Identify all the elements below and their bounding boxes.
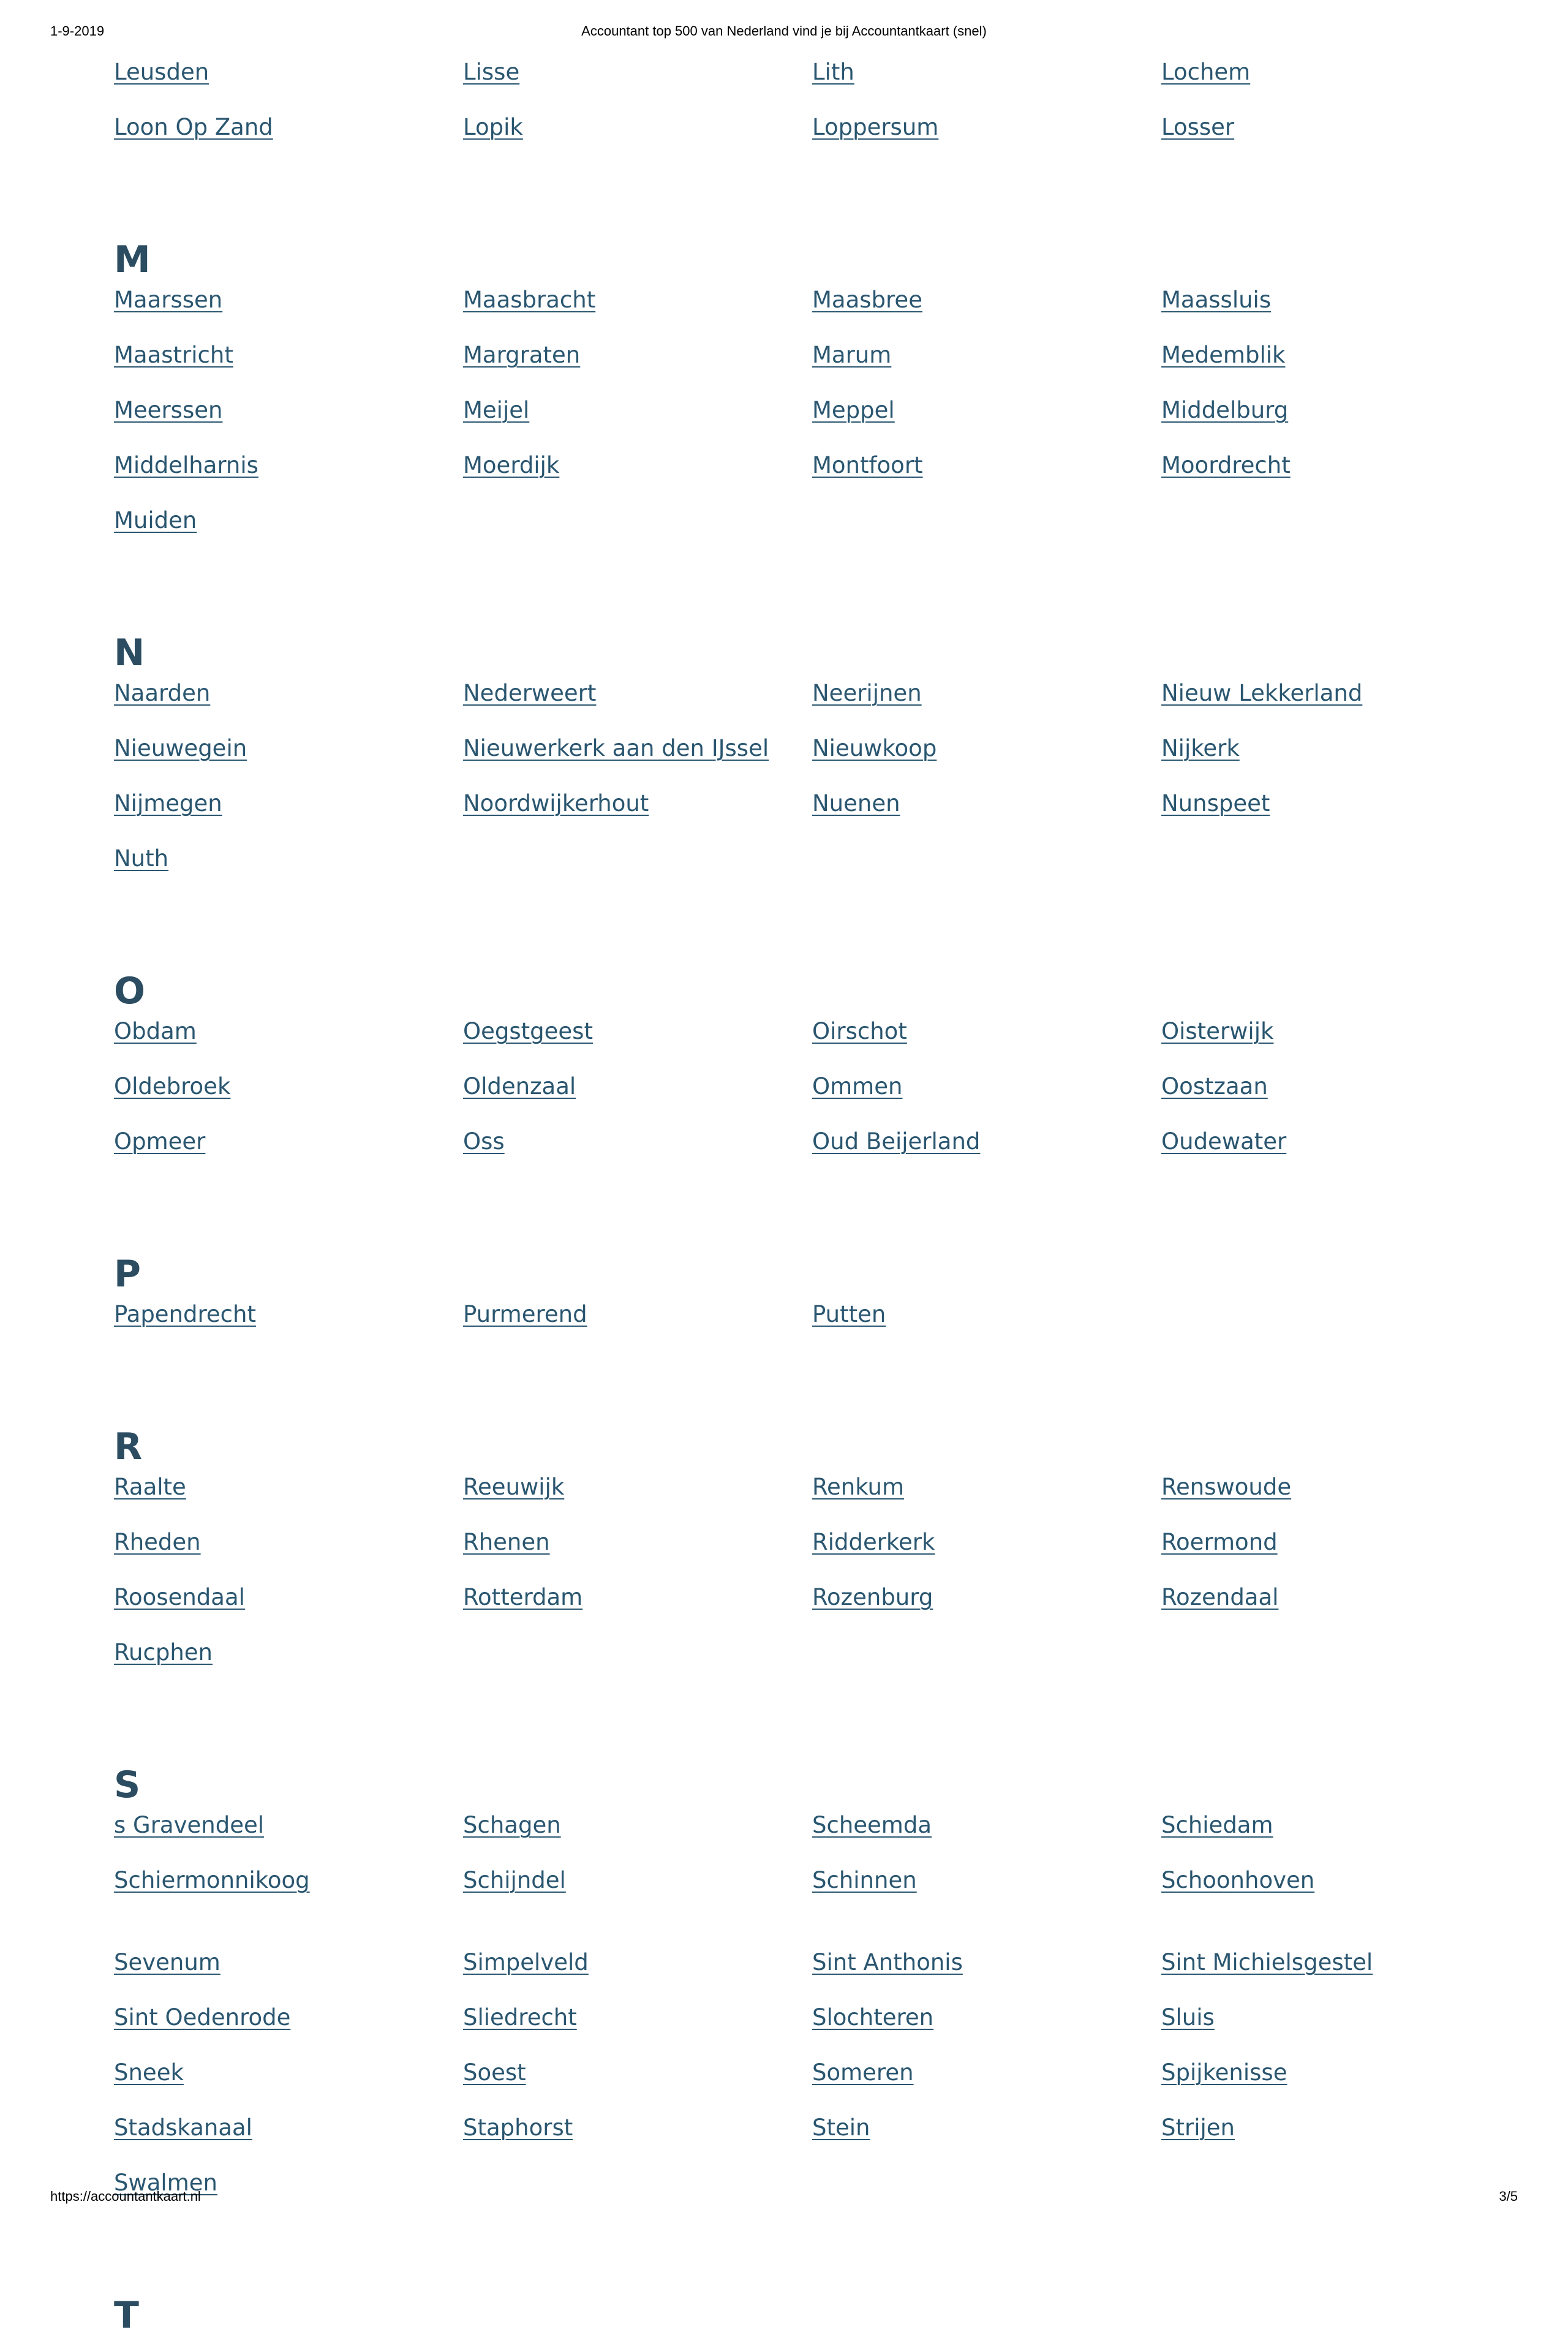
city-link-strijen[interactable]: Strijen — [1161, 2114, 1235, 2141]
city-link-raalte[interactable]: Raalte — [114, 1474, 186, 1500]
city-link-moerdijk[interactable]: Moerdijk — [463, 452, 560, 478]
city-link-nederweert[interactable]: Nederweert — [463, 680, 597, 706]
continued-city-list — [114, 55, 1517, 165]
city-list — [114, 676, 1517, 897]
city-link-s-gravendeel[interactable]: s Gravendeel — [114, 1812, 264, 1838]
city-link-oostzaan[interactable]: Oostzaan — [1161, 1073, 1268, 1100]
city-link-maarssen[interactable]: Maarssen — [114, 287, 223, 313]
city-link-nieuwkoop[interactable]: Nieuwkoop — [812, 735, 937, 761]
city-link-schiermonnikoog[interactable]: Schiermonnikoog — [114, 1867, 310, 1893]
city-link-roosendaal[interactable]: Roosendaal — [114, 1584, 245, 1610]
print-footer — [50, 2189, 1518, 2213]
city-link-montfoort[interactable]: Montfoort — [812, 452, 923, 478]
letter-section-p — [114, 1226, 1517, 1352]
city-link-spijkenisse[interactable]: Spijkenisse — [1161, 2059, 1287, 2086]
city-directory — [114, 55, 1517, 2335]
letter-heading: S — [114, 1764, 141, 1806]
letter-heading: O — [114, 970, 146, 1013]
city-link-simpelveld[interactable]: Simpelveld — [463, 1949, 589, 1975]
city-link-medemblik[interactable]: Medemblik — [1161, 342, 1286, 368]
print-header — [50, 23, 1518, 48]
letter-heading: T — [114, 2294, 139, 2335]
city-link-swalmen[interactable]: Swalmen — [114, 2170, 217, 2196]
city-link-soest[interactable]: Soest — [463, 2059, 526, 2086]
city-link-sevenum[interactable]: Sevenum — [114, 1949, 221, 1975]
city-list — [114, 1808, 1517, 1918]
city-link-maassluis[interactable]: Maassluis — [1161, 287, 1272, 313]
city-link-lith[interactable]: Lith — [812, 59, 854, 85]
city-link-lopik[interactable]: Lopik — [463, 114, 523, 140]
city-link-reeuwijk[interactable]: Reeuwijk — [463, 1474, 565, 1500]
city-link-maasbree[interactable]: Maasbree — [812, 287, 922, 313]
city-link-neerijnen[interactable]: Neerijnen — [812, 680, 922, 706]
city-link-rucphen[interactable]: Rucphen — [114, 1639, 213, 1665]
city-link-papendrecht[interactable]: Papendrecht — [114, 1301, 256, 1327]
city-link-loppersum[interactable]: Loppersum — [812, 114, 939, 140]
city-link-sint-anthonis[interactable]: Sint Anthonis — [812, 1949, 963, 1975]
city-link-margraten[interactable]: Margraten — [463, 342, 581, 368]
city-link-meppel[interactable]: Meppel — [812, 397, 895, 423]
city-link-nieuw-lekkerland[interactable]: Nieuw Lekkerland — [1161, 680, 1363, 706]
city-link-meerssen[interactable]: Meerssen — [114, 397, 223, 423]
city-link-rotterdam[interactable]: Rotterdam — [463, 1584, 583, 1610]
letter-heading: M — [114, 238, 151, 281]
city-link-nuth[interactable]: Nuth — [114, 845, 169, 872]
city-link-sneek[interactable]: Sneek — [114, 2059, 184, 2086]
city-list — [114, 1945, 1517, 2221]
city-link-opmeer[interactable]: Opmeer — [114, 1128, 206, 1155]
letter-heading: N — [114, 632, 145, 674]
city-link-nunspeet[interactable]: Nunspeet — [1161, 790, 1270, 817]
city-link-leusden[interactable]: Leusden — [114, 59, 209, 85]
city-link-schoonhoven[interactable]: Schoonhoven — [1161, 1867, 1315, 1893]
city-link-oudewater[interactable]: Oudewater — [1161, 1128, 1287, 1155]
city-link-schagen[interactable]: Schagen — [463, 1812, 561, 1838]
letter-sections — [114, 212, 1517, 2221]
city-link-oldebroek[interactable]: Oldebroek — [114, 1073, 231, 1100]
city-link-middelburg[interactable]: Middelburg — [1161, 397, 1289, 423]
city-link-middelharnis[interactable]: Middelharnis — [114, 452, 258, 478]
city-link-ridderkerk[interactable]: Ridderkerk — [812, 1529, 935, 1555]
city-list — [114, 1470, 1517, 1691]
city-link-noordwijkerhout[interactable]: Noordwijkerhout — [463, 790, 649, 817]
city-link-staphorst[interactable]: Staphorst — [463, 2114, 573, 2141]
city-link-rozendaal[interactable]: Rozendaal — [1161, 1584, 1279, 1610]
letter-section-s — [114, 1737, 1517, 2221]
city-link-schijndel[interactable]: Schijndel — [463, 1867, 566, 1893]
city-link-meijel[interactable]: Meijel — [463, 397, 530, 423]
city-link-loon-op-zand[interactable]: Loon Op Zand — [114, 114, 273, 140]
city-link-lisse[interactable]: Lisse — [463, 59, 520, 85]
city-link-sint-oedenrode[interactable]: Sint Oedenrode — [114, 2004, 291, 2031]
letter-section-o — [114, 943, 1517, 1180]
city-link-moordrecht[interactable]: Moordrecht — [1161, 452, 1291, 478]
city-link-lochem[interactable]: Lochem — [1161, 59, 1251, 85]
city-list — [114, 283, 1517, 559]
city-link-nieuwerkerk-aan-den-ijssel[interactable]: Nieuwerkerk aan den IJssel — [463, 735, 769, 761]
print-title: Accountant top 500 van Nederland vind je bij Accountantkaart (snel) — [581, 23, 987, 39]
city-link-scheemda[interactable]: Scheemda — [812, 1812, 932, 1838]
city-link-muiden[interactable]: Muiden — [114, 507, 197, 534]
city-link-naarden[interactable]: Naarden — [114, 680, 211, 706]
city-link-putten[interactable]: Putten — [812, 1301, 886, 1327]
city-link-oegstgeest[interactable]: Oegstgeest — [463, 1018, 593, 1044]
city-link-oldenzaal[interactable]: Oldenzaal — [463, 1073, 576, 1100]
city-link-oirschot[interactable]: Oirschot — [812, 1018, 907, 1044]
city-link-oss[interactable]: Oss — [463, 1128, 505, 1155]
city-link-roermond[interactable]: Roermond — [1161, 1529, 1278, 1555]
city-link-stein[interactable]: Stein — [812, 2114, 870, 2141]
city-link-sluis[interactable]: Sluis — [1161, 2004, 1215, 2031]
letter-section-n — [114, 605, 1517, 897]
city-link-ommen[interactable]: Ommen — [812, 1073, 903, 1100]
letter-heading: R — [114, 1425, 143, 1468]
print-url: https://accountantkaart.nl — [50, 2189, 201, 2204]
city-link-schinnen[interactable]: Schinnen — [812, 1867, 917, 1893]
letter-heading: P — [114, 1253, 141, 1296]
city-link-oisterwijk[interactable]: Oisterwijk — [1161, 1018, 1274, 1044]
city-link-nijmegen[interactable]: Nijmegen — [114, 790, 222, 817]
city-link-sint-michielsgestel[interactable]: Sint Michielsgestel — [1161, 1949, 1373, 1975]
letter-section-next — [114, 2268, 1517, 2335]
city-link-maastricht[interactable]: Maastricht — [114, 342, 233, 368]
city-link-rheden[interactable]: Rheden — [114, 1529, 201, 1555]
letter-section-r — [114, 1399, 1517, 1691]
city-link-slochteren[interactable]: Slochteren — [812, 2004, 934, 2031]
city-link-purmerend[interactable]: Purmerend — [463, 1301, 587, 1327]
city-link-sliedrecht[interactable]: Sliedrecht — [463, 2004, 577, 2031]
city-link-maasbracht[interactable]: Maasbracht — [463, 287, 596, 313]
city-link-stadskanaal[interactable]: Stadskanaal — [114, 2114, 252, 2141]
city-link-nijkerk[interactable]: Nijkerk — [1161, 735, 1240, 761]
city-link-renkum[interactable]: Renkum — [812, 1474, 905, 1500]
city-link-someren[interactable]: Someren — [812, 2059, 914, 2086]
letter-section-m — [114, 212, 1517, 559]
city-link-oud-beijerland[interactable]: Oud Beijerland — [812, 1128, 981, 1155]
city-list — [114, 1014, 1517, 1180]
city-link-losser[interactable]: Losser — [1161, 114, 1235, 140]
print-date: 1-9-2019 — [50, 23, 105, 39]
city-link-obdam[interactable]: Obdam — [114, 1018, 197, 1044]
city-link-nuenen[interactable]: Nuenen — [812, 790, 900, 817]
city-link-marum[interactable]: Marum — [812, 342, 892, 368]
city-link-rhenen[interactable]: Rhenen — [463, 1529, 550, 1555]
city-link-schiedam[interactable]: Schiedam — [1161, 1812, 1273, 1838]
print-page-number: 3/5 — [1499, 2189, 1518, 2204]
city-list — [114, 1297, 1517, 1352]
city-link-nieuwegein[interactable]: Nieuwegein — [114, 735, 247, 761]
city-link-rozenburg[interactable]: Rozenburg — [812, 1584, 933, 1610]
city-link-renswoude[interactable]: Renswoude — [1161, 1474, 1292, 1500]
